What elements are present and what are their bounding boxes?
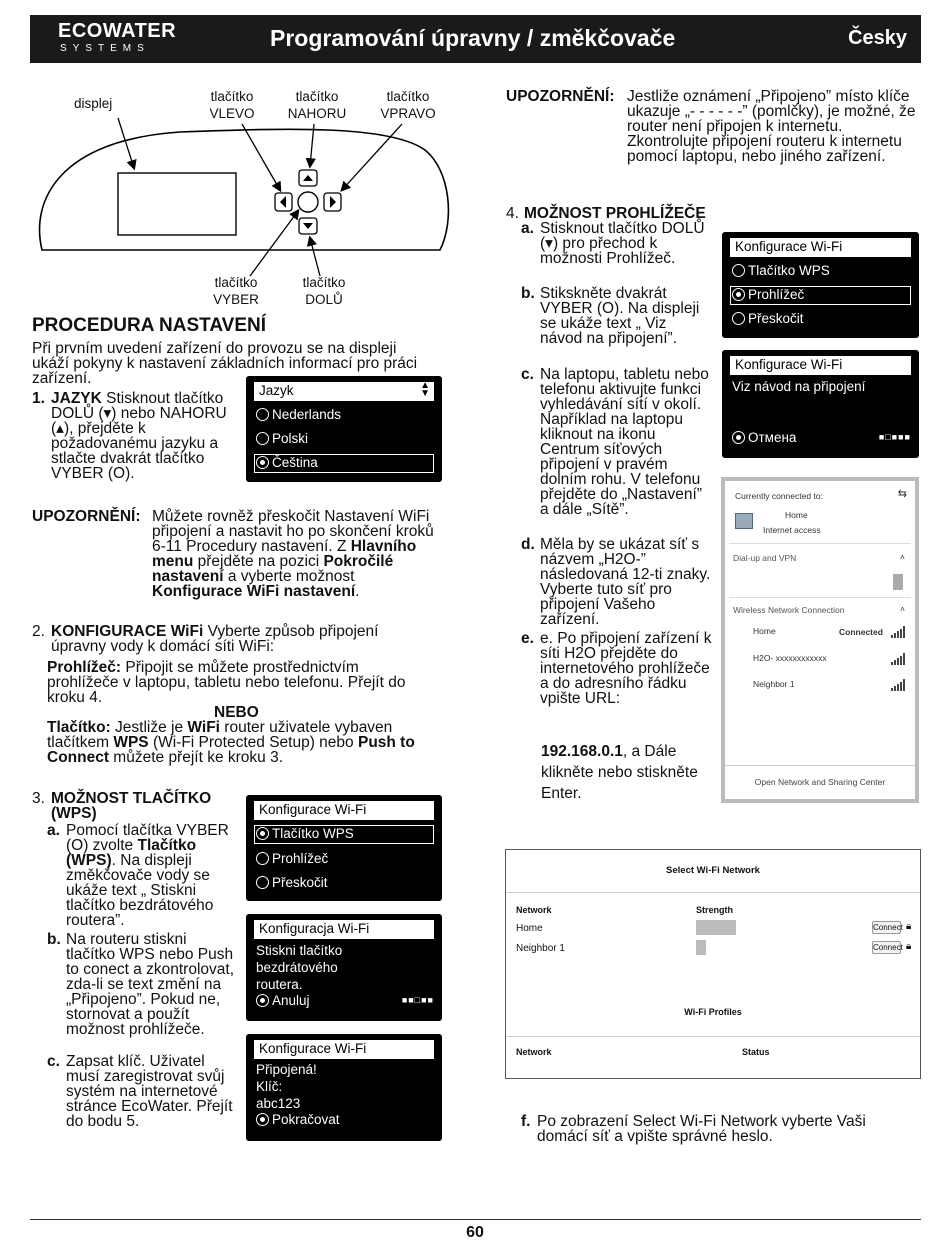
down-pointer [310, 238, 320, 276]
screen-language [246, 376, 442, 482]
progress-dots: ■□■■■ [878, 432, 911, 442]
dialup-vpn-label: Dial-up and VPN [733, 553, 797, 563]
internet-access-label: Internet access [763, 525, 821, 535]
signal-strength-icon [891, 626, 905, 638]
label-down-2: DOLŮ [305, 292, 343, 307]
lang-option-cestina[interactable] [254, 454, 434, 473]
logo-systems: SYSTEMS [60, 43, 150, 54]
step4c-letter: c. [521, 366, 534, 383]
button-p4: můžete přejít ke kroku 3. [109, 749, 284, 766]
step3a-p2: . Na displeji změkčovače vody se ukáže text „ Stiskni tlačítko bezdrátového routera”. [66, 852, 214, 929]
note-p4: . [355, 583, 360, 600]
wps2-option-cancel[interactable] [256, 991, 310, 1010]
network-home-name: Home [753, 626, 776, 636]
screen-language-title: Jazyk [259, 383, 294, 398]
br1-opt3-label: Přeskočit [748, 311, 804, 326]
step3b-text: Na routeru stiskni tlačítko WPS nebo Push to conect a zkontrolovat, zda-li se text změní na „Připojeno”. Pokud ne, stornovat a použít možnost prohlížeče. [66, 931, 235, 1038]
label-left-1: tlačítko [210, 89, 254, 104]
radio-selected-icon [256, 456, 269, 469]
collapse-icon[interactable]: ˄ [900, 552, 905, 562]
step3c-text: Zapsat klíč. Uživatel musí zaregistrovat svůj systém na internetové stránce EcoWater. Přejít do bodu 5. [66, 1053, 233, 1130]
wps3-line3: abc123 [256, 1096, 301, 1111]
windows-network-panel [721, 477, 919, 803]
step4a-letter: a. [521, 220, 534, 237]
radio-icon [732, 264, 745, 277]
footer-divider [30, 1219, 921, 1220]
screen-browser-guide [722, 350, 919, 458]
button-p1: Jestliže je [110, 719, 188, 736]
radio-icon [256, 432, 269, 445]
step4-title: MOŽNOST PROHLÍŽEČE [524, 205, 706, 222]
profiles-network-header: Network [516, 1047, 552, 1057]
wps2-line2: bezdrátového [256, 960, 338, 975]
label-down-button [292, 274, 356, 308]
note-b3: Konfigurace WiFi nastavení [152, 583, 356, 600]
network-h2o[interactable] [725, 653, 915, 669]
button-p3: (Wi-Fi Protected Setup) nebo [148, 734, 358, 751]
collapse-icon[interactable]: ˄ [900, 604, 905, 614]
screen-br1-header: Konfigurace Wi-Fi [730, 238, 911, 257]
note-label: UPOZORNĚNÍ: [32, 508, 141, 525]
wps3-opt-label: Pokračovat [272, 1112, 340, 1127]
step4d-letter: d. [521, 536, 535, 553]
step4c-text: Na laptopu, tabletu nebo telefonu aktivujte funkci vyhledávání sítí v okolí. Například na laptopu kliknout na ikonu Centrum síťových připojení v pravém dolním rohu. V telefonu přejděte do „Nastavení” a dále „Sítě”. [540, 366, 709, 518]
radio-icon [256, 876, 269, 889]
step3b-letter: b. [47, 931, 61, 948]
step4e-text: e. Po připojení zařízení k síti H2O přejděte do internetového prohlížeče a do adresního řádku vpište URL: [540, 630, 712, 707]
button-label: Tlačítko: [47, 719, 111, 736]
panel-outline [40, 129, 449, 250]
open-network-center-link[interactable]: Open Network and Sharing Center [754, 777, 886, 787]
display-screen [118, 173, 236, 235]
step4e-url [541, 741, 716, 804]
browser-option [47, 660, 432, 705]
step4b-text: Stikskněte dvakrát VYBER (O). Na displeji se ukáže text „ Viz návod na připojení”. [540, 285, 700, 347]
step4f-text: Po zobrazení Select Wi-Fi Network vyberte Vaši domácí síť a vpište správné heslo. [537, 1113, 866, 1145]
wifi-row-neighbor[interactable] [506, 940, 920, 958]
br1-option-wps[interactable] [732, 261, 830, 280]
step3c-letter: c. [47, 1053, 60, 1070]
browser-text: Připojit se můžete prostřednictvím prohlížeče v laptopu, tabletu nebo telefonu. Přejít do kroku 4. [47, 659, 406, 706]
col-strength-header: Strength [696, 905, 733, 915]
button-p2: router uživatele vybaven tlačítkem [47, 719, 393, 751]
label-right-2: VPRAVO [380, 106, 436, 121]
br1-opt2-label: Prohlížeč [748, 287, 805, 302]
label-select-1: tlačítko [214, 275, 258, 290]
select-wifi-title: Select Wi-Fi Network [666, 865, 760, 876]
radio-icon [256, 408, 269, 421]
page-title: Programování úpravny / změkčovače [270, 25, 676, 51]
step2-body: Vyberte způsob připojení úpravny vody k domácí síti WiFi: [51, 623, 379, 655]
divider [729, 543, 911, 544]
label-right-button [376, 88, 440, 122]
wireless-connection-label: Wireless Network Connection [733, 605, 845, 615]
screen-browser-select [722, 232, 919, 338]
wps2-line1: Stiskni tlačítko [256, 943, 343, 958]
step1-body: Stisknout tlačítko DOLŮ (▾) nebo NAHORU (▴), přejděte k požadovanému jazyku a stlačte dvakrát tlačítko VYBER (O). [51, 390, 227, 482]
connected-network-name: Home [785, 510, 808, 520]
wifi-row-neighbor-name: Neighbor 1 [516, 943, 565, 954]
note-p2: přejděte na pozici [193, 553, 324, 570]
label-select-2: VYBER [213, 292, 259, 307]
wps1-opt2-label: Prohlížeč [272, 851, 329, 866]
network-neighbor[interactable] [725, 679, 915, 695]
wps1-option-browser[interactable] [256, 849, 328, 868]
divider [506, 892, 920, 893]
signal-strength-icon [891, 653, 905, 665]
network-home-status: Connected [839, 627, 883, 637]
language-label: Česky [848, 27, 907, 49]
note-b1: Hlavního menu [152, 538, 417, 570]
radio-selected-icon [256, 1113, 269, 1126]
screen-wps-select [246, 795, 442, 901]
wps3-line2: Klíč: [256, 1079, 283, 1094]
screen-wps1-header: Konfigurace Wi-Fi [254, 801, 434, 820]
wps2-opt-label: Anuluj [272, 993, 310, 1008]
note-p1: Můžete rovněž přeskočit Nastavení WiFi připojení a nastavit ho po skončení kroků 6-11 Procedury nastavení. Z [152, 508, 434, 555]
br1-option-browser[interactable] [730, 286, 911, 305]
lang-opt1-label: Nederlands [272, 407, 342, 422]
screen-wps-press [246, 914, 442, 1021]
button-b2: WPS [113, 734, 149, 751]
display-pointer [118, 118, 134, 168]
button-b3: Push to Connect [47, 734, 415, 766]
radio-selected-icon [256, 827, 269, 840]
browser-label: Prohlížeč: [47, 659, 122, 676]
note-b2: Pokročilé nastavení [152, 553, 394, 585]
select-button-shape [298, 192, 318, 212]
divider [725, 765, 915, 766]
select-pointer [250, 211, 298, 276]
wps3-line1: Připojená! [256, 1062, 317, 1077]
wps3-option-continue[interactable] [256, 1110, 340, 1129]
up-down-arrows-icon: ▲ ▼ [420, 380, 430, 399]
router-ip: 192.168.0.1 [541, 743, 623, 760]
br2-opt-label: Отмена [748, 430, 797, 445]
lang-option-polski[interactable] [256, 429, 308, 448]
network-home[interactable] [725, 626, 915, 642]
left-pointer [242, 124, 280, 190]
wifi-row-home-name: Home [516, 923, 543, 934]
lock-icon: 🔒︎ [906, 921, 912, 932]
profiles-status-header: Status [742, 1047, 770, 1057]
step4d-text: Měla by se ukázat síť s názvem „H2O-” následovaná 12-ti znaky. Vyberte tuto síť pro připojení Vašeho zařízení. [540, 536, 711, 628]
label-left-button [200, 88, 264, 122]
screen-wps3-header: Konfigurace Wi-Fi [254, 1040, 434, 1059]
radio-selected-icon [732, 288, 745, 301]
wifi-profiles-title: Wi-Fi Profiles [684, 1007, 742, 1017]
strength-bar-neighbor [696, 940, 706, 955]
wps1-option-wps[interactable] [254, 825, 434, 844]
step4f-letter: f. [521, 1113, 531, 1130]
page-number: 60 [466, 1224, 484, 1241]
br2-option-cancel[interactable] [732, 428, 796, 447]
left-arrow-icon [280, 196, 286, 208]
step2-text [51, 624, 431, 654]
br1-option-skip[interactable] [732, 309, 804, 328]
logo-ecowater: ECOWATER [58, 20, 177, 42]
step4b-letter: b. [521, 285, 535, 302]
col-network-header: Network [516, 905, 552, 915]
step3a-p1: Pomocí tlačítka VYBER (O) zvolte [66, 822, 229, 854]
wps2-line3: routera. [256, 977, 303, 992]
progress-dots: ■■□■■ [401, 995, 434, 1005]
down-arrow-icon [303, 223, 313, 229]
network-neighbor-name: Neighbor 1 [753, 679, 795, 689]
lock-icon: 🔒︎ [906, 941, 912, 952]
right-note-text: Jestliže oznámení „Připojeno” místo klíče ukazuje „- - - - - -” (pomlčky), je možné, že router není připojen k internetu. Zkontrolujte připojení routeru k internetu pomocí laptopu, nebo jiného zařízení. [627, 88, 916, 165]
step2-number: 2. [32, 623, 45, 640]
label-up-1: tlačítko [295, 89, 339, 104]
br2-line1: Viz návod na připojení [732, 379, 866, 394]
step3a-b: Tlačítko (WPS) [66, 837, 197, 869]
up-arrow-icon [303, 175, 313, 181]
right-note-label: UPOZORNĚNÍ: [506, 88, 615, 105]
label-display: displej [74, 96, 113, 111]
step4-number: 4. [506, 205, 519, 222]
note-text [152, 509, 448, 599]
screen-language-header [254, 382, 434, 401]
procedure-title: PROCEDURA NASTAVENÍ [32, 315, 266, 336]
label-down-1: tlačítko [302, 275, 346, 290]
right-arrow-icon [330, 196, 336, 208]
wifi-row-home[interactable] [506, 920, 920, 938]
note-p3: a vyberte možnost [223, 568, 355, 585]
screen-br2-header: Konfigurace Wi-Fi [730, 356, 911, 375]
computer-icon [735, 513, 753, 529]
refresh-icon[interactable]: ⇆ [897, 488, 907, 500]
screen-wps2-header: Konfiguracja Wi-Fi [254, 920, 434, 939]
divider [506, 1036, 920, 1037]
strength-bar-home [696, 920, 736, 935]
step1-number: 1. [32, 390, 45, 407]
currently-connected-label: Currently connected to: [735, 491, 823, 501]
radio-selected-icon [732, 431, 745, 444]
page-header [30, 15, 921, 63]
step3a-letter: a. [47, 822, 60, 839]
br1-opt1-label: Tlačítko WPS [748, 263, 830, 278]
screen-wps-connected [246, 1034, 442, 1141]
lang-opt2-label: Polski [272, 431, 309, 446]
step4e-letter: e. [521, 630, 534, 647]
radio-icon [732, 312, 745, 325]
procedure-intro: Při prvním uvedení zařízení do provozu se na displeji ukáží pokyny k nastavení základních informací pro práci zařízení. [32, 340, 418, 387]
step3-number: 3. [32, 790, 45, 807]
step1-title: JAZYK [51, 390, 102, 407]
lang-opt3-label: Čeština [272, 455, 318, 470]
step3a-text [66, 823, 238, 928]
or-label: NEBO [214, 704, 259, 721]
dialup-icon [893, 574, 903, 590]
secured-signal-icon [891, 679, 905, 691]
radio-icon [256, 852, 269, 865]
step3-title: MOŽNOST TLAČÍTKO (WPS) [51, 790, 212, 822]
label-up-2: NAHORU [287, 106, 347, 121]
select-wifi-panel [505, 849, 921, 1079]
wps1-option-skip[interactable] [256, 873, 328, 892]
button-b1: WiFi [187, 719, 220, 736]
label-select-button [204, 274, 268, 308]
connect-button-home[interactable]: Connect [873, 923, 903, 932]
button-option [47, 720, 447, 765]
wps1-opt3-label: Přeskočit [272, 875, 328, 890]
step4a-text: Stisknout tlačítko DOLŮ (▾) pro přechod k možnosti Prohlížeč. [540, 220, 705, 267]
radio-selected-icon [256, 994, 269, 1007]
label-left-2: VLEVO [209, 106, 255, 121]
wps1-opt1-label: Tlačítko WPS [272, 826, 354, 841]
label-up-button [282, 88, 352, 122]
label-right-1: tlačítko [386, 89, 430, 104]
lang-option-nederlands[interactable] [256, 405, 341, 424]
step1-text [51, 391, 241, 481]
divider [729, 597, 911, 598]
network-h2o-name: H2O- xxxxxxxxxxxx [753, 653, 827, 663]
step2-title: KONFIGURACE WiFi [51, 623, 204, 640]
step4e-rest: , a Dále klikněte nebo stiskněte Enter. [541, 743, 698, 802]
connect-button-neighbor[interactable]: Connect [873, 943, 903, 952]
